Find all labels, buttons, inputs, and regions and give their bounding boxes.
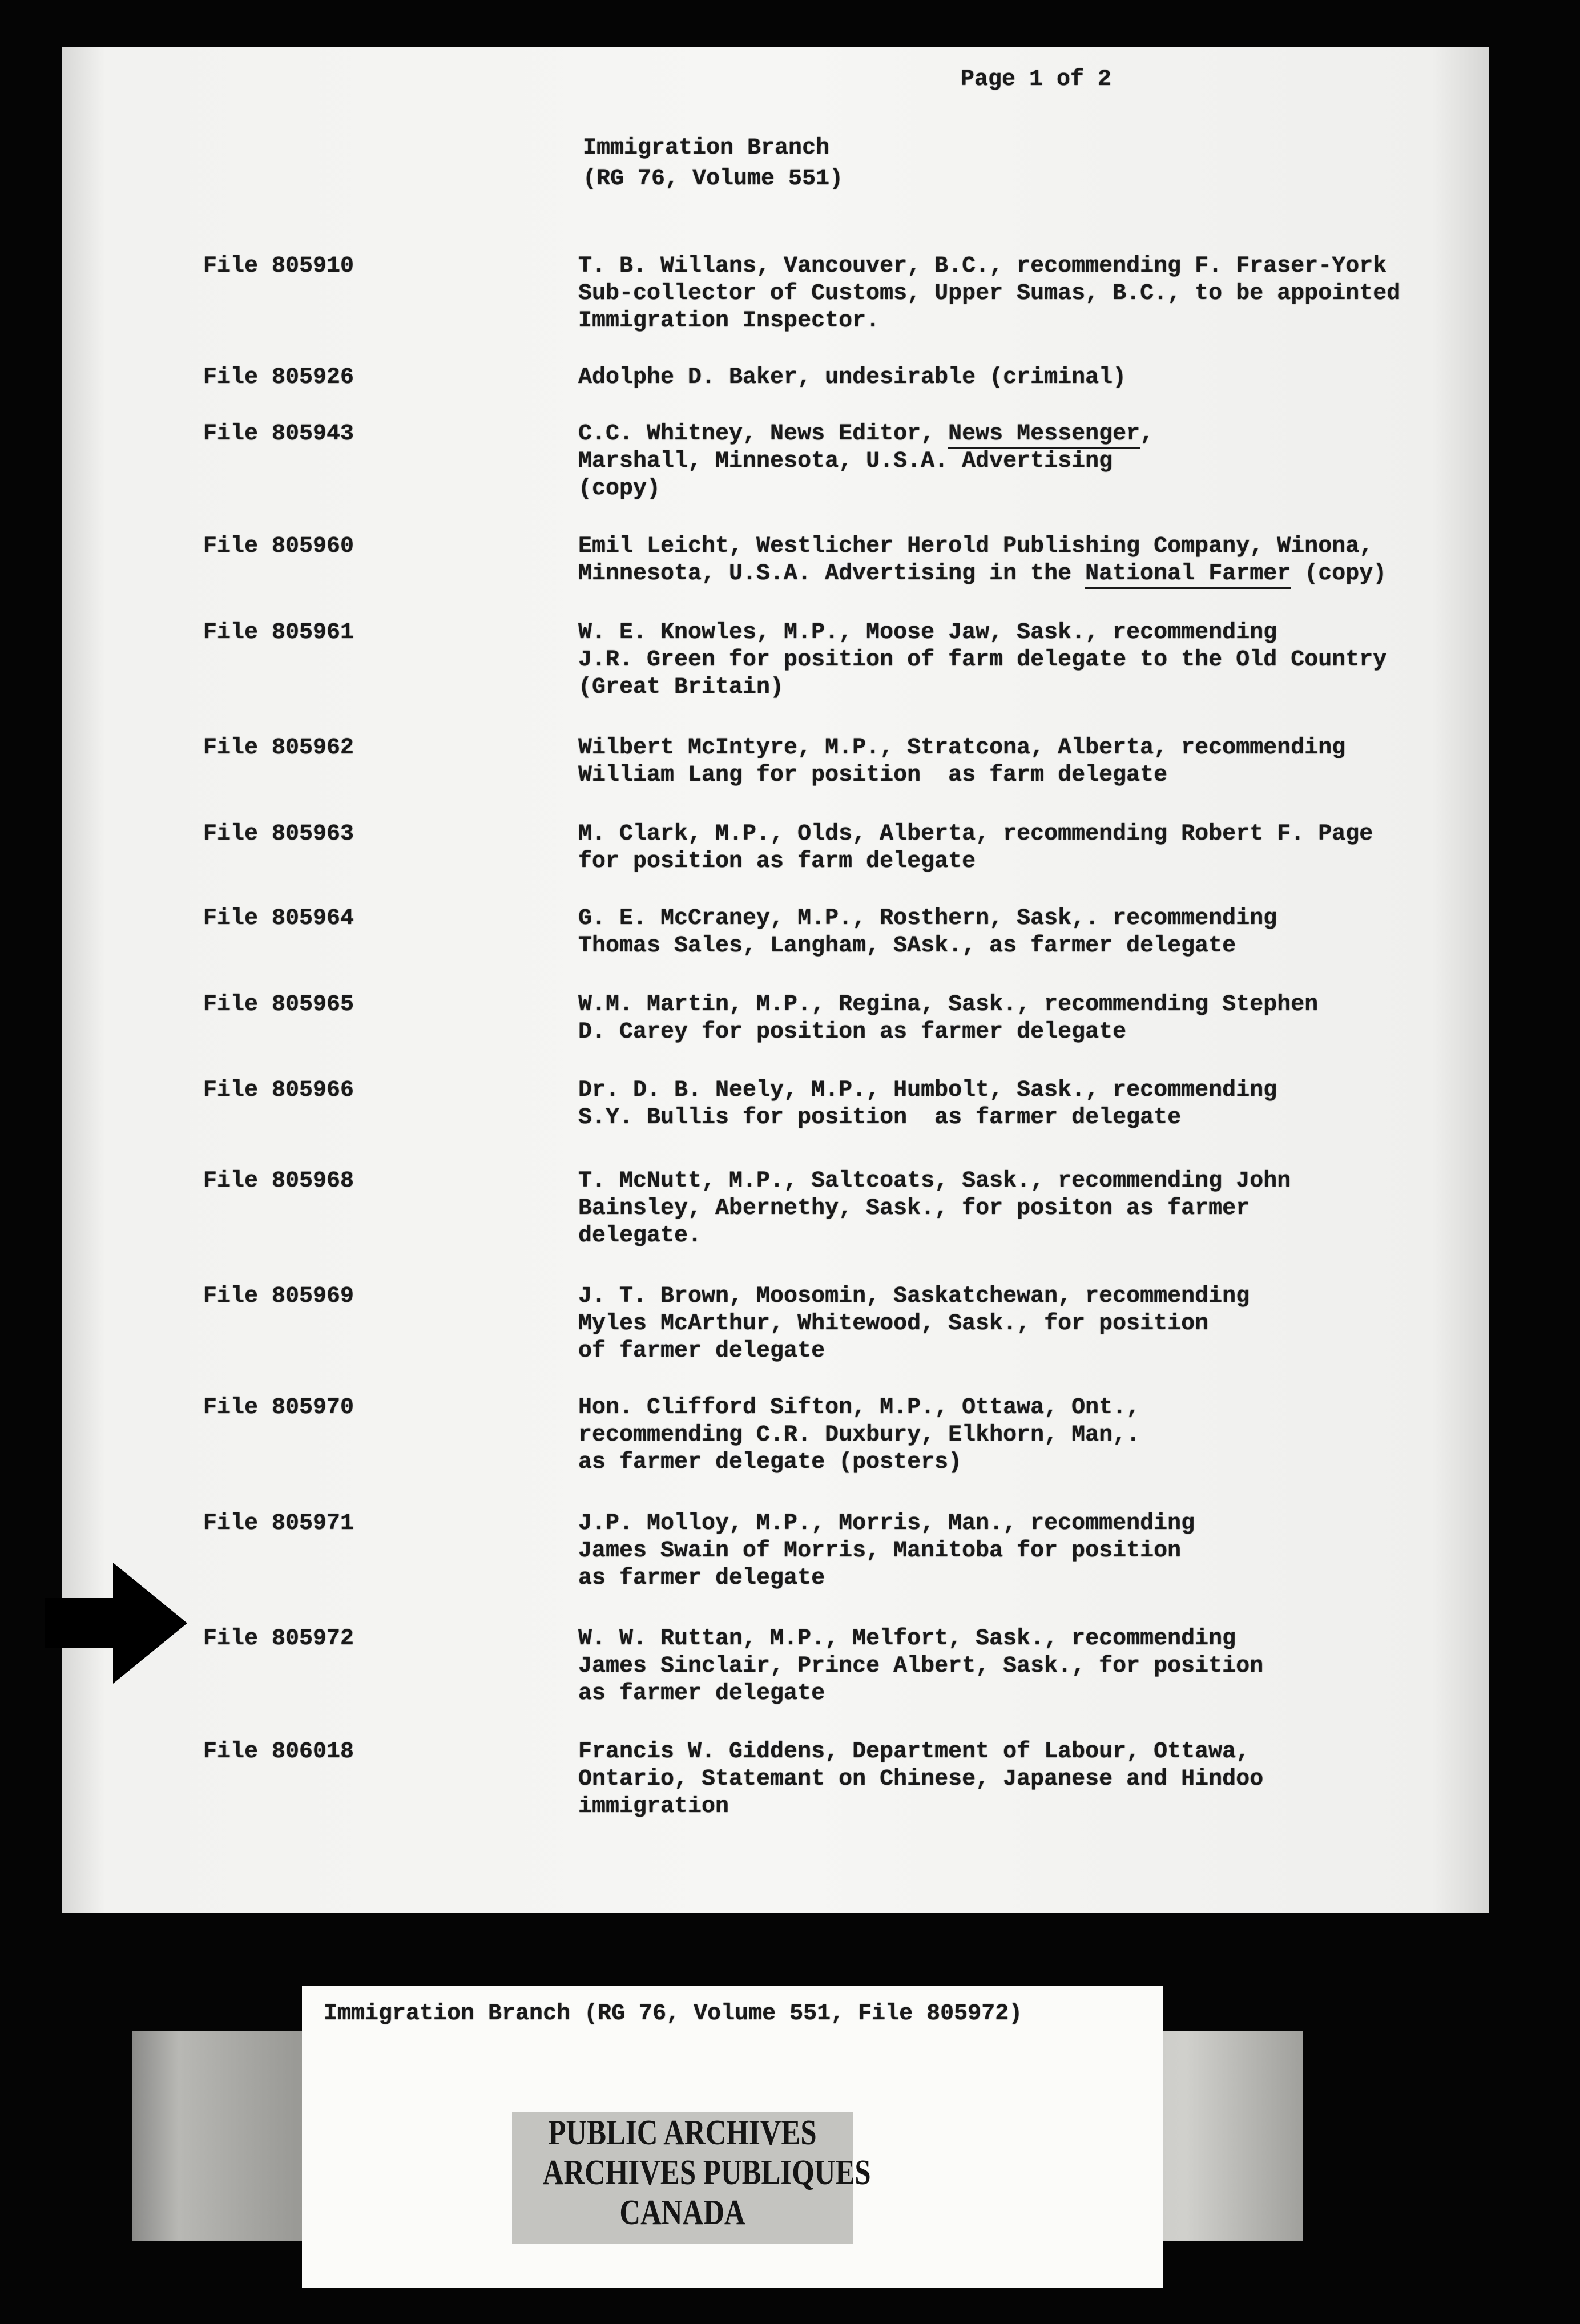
text-segment: Dr. D. B. Neely, M.P., Humbolt, Sask., recommending (578, 1078, 1277, 1103)
file-number: File 805971 (203, 1511, 354, 1536)
description-line (578, 1222, 1291, 1250)
text-segment: Francis W. Giddens, Department of Labour, Ottawa, (578, 1739, 1250, 1765)
text-segment: Emil Leicht, Westlicher Herold Publishing Company, Winona, (578, 534, 1373, 559)
text-segment: Immigration Inspector. (578, 308, 880, 334)
file-description (578, 1394, 1140, 1476)
description-line (578, 991, 1318, 1019)
text-segment: as farmer delegate (posters) (578, 1450, 962, 1475)
file-description (578, 1738, 1263, 1821)
stamp-line-3: CANADA (619, 2193, 745, 2232)
description-line (578, 1766, 1263, 1793)
text-segment: William Lang for position as farm delegate (578, 762, 1168, 788)
text-segment: Bainsley, Abernethy, Sask., for positon as farmer (578, 1196, 1250, 1221)
description-line (578, 1283, 1250, 1310)
file-number: File 805963 (203, 821, 354, 847)
text-segment: delegate. (578, 1223, 702, 1249)
file-description (578, 421, 1154, 503)
description-line (578, 1338, 1250, 1365)
text-segment: James Sinclair, Prince Albert, Sask., for position (578, 1653, 1264, 1679)
text-segment: recommending C.R. Duxbury, Elkhorn, Man,. (578, 1422, 1140, 1448)
file-number: File 805962 (203, 735, 354, 761)
file-number: File 805972 (203, 1626, 354, 1652)
text-segment: immigration (578, 1794, 729, 1819)
text-segment: as farmer delegate (578, 1566, 825, 1591)
description-line (578, 475, 1154, 503)
file-description (578, 619, 1386, 701)
description-line (578, 1538, 1195, 1565)
file-number: File 805910 (203, 253, 354, 279)
file-number: File 805968 (203, 1168, 354, 1194)
pointer-arrow-icon (45, 1563, 187, 1684)
description-line (578, 848, 1373, 875)
description-line (578, 933, 1277, 960)
stamp-line-1: PUBLIC ARCHIVES (548, 2113, 817, 2152)
description-line (578, 1625, 1263, 1653)
text-segment: J.R. Green for position of farm delegate to the Old Country (578, 647, 1387, 673)
text-segment: for position as farm delegate (578, 849, 976, 874)
description-line (578, 1104, 1277, 1132)
text-segment: G. E. McCraney, M.P., Rosthern, Sask,. recommending (578, 906, 1277, 931)
file-description (578, 1510, 1195, 1592)
description-line (578, 619, 1386, 647)
description-line (578, 1449, 1140, 1476)
document-subtitle: (RG 76, Volume 551) (583, 166, 844, 192)
file-description (578, 533, 1386, 588)
text-segment: D. Carey for position as farmer delegate (578, 1019, 1127, 1045)
description-line (578, 647, 1386, 674)
text-segment: (copy) (578, 476, 661, 502)
file-description (578, 364, 1126, 392)
text-segment: as farmer delegate (578, 1681, 825, 1706)
text-segment: T. McNutt, M.P., Saltcoats, Sask., recommending John (578, 1168, 1291, 1194)
file-number: File 806018 (203, 1739, 354, 1765)
text-segment: W. W. Ruttan, M.P., Melfort, Sask., recommending (578, 1626, 1236, 1652)
description-line (578, 1077, 1277, 1104)
file-number: File 805969 (203, 1284, 354, 1309)
description-line (578, 762, 1345, 789)
text-segment: Hon. Clifford Sifton, M.P., Ottawa, Ont., (578, 1395, 1140, 1421)
description-line (578, 821, 1373, 848)
description-line (578, 533, 1386, 560)
description-line (578, 1168, 1291, 1195)
description-line (578, 1422, 1140, 1449)
text-segment: (copy) (1291, 561, 1387, 587)
text-segment: S.Y. Bullis for position as farmer delegate (578, 1105, 1182, 1131)
description-line (578, 421, 1154, 448)
description-line (578, 1510, 1195, 1538)
file-number: File 805960 (203, 534, 354, 559)
text-segment: Minnesota, U.S.A. Advertising in the (578, 561, 1086, 587)
page-number: Page 1 of 2 (961, 67, 1112, 92)
underlined-title: News Messenger (948, 421, 1140, 449)
text-segment: J.P. Molloy, M.P., Morris, Man., recommending (578, 1511, 1195, 1536)
file-description (578, 253, 1400, 335)
description-line (578, 308, 1400, 335)
description-line (578, 280, 1400, 308)
text-segment: M. Clark, M.P., Olds, Alberta, recommending Robert F. Page (578, 821, 1373, 847)
description-line (578, 1394, 1140, 1422)
text-segment: Thomas Sales, Langham, SAsk., as farmer delegate (578, 933, 1236, 959)
description-line (578, 1310, 1250, 1338)
file-number: File 805965 (203, 992, 354, 1018)
file-description (578, 1077, 1277, 1132)
description-line (578, 253, 1400, 280)
file-description (578, 735, 1345, 789)
file-description (578, 905, 1277, 960)
film-label-text: Immigration Branch (RG 76, Volume 551, File 805972) (324, 2001, 1023, 2027)
file-description (578, 821, 1373, 875)
underlined-title: National Farmer (1085, 561, 1291, 589)
description-line (578, 448, 1154, 475)
description-line (578, 1565, 1195, 1592)
text-segment: Wilbert McIntyre, M.P., Stratcona, Alberta, recommending (578, 735, 1346, 761)
text-segment: Sub-collector of Customs, Upper Sumas, B.C., to be appointed (578, 281, 1401, 306)
description-line (578, 1680, 1263, 1708)
stamp-line-2: ARCHIVES PUBLIQUES (542, 2153, 871, 2192)
description-line (578, 1793, 1263, 1821)
text-segment: W.M. Martin, M.P., Regina, Sask., recommending Stephen (578, 992, 1319, 1018)
text-segment: Ontario, Statemant on Chinese, Japanese and Hindoo (578, 1766, 1264, 1792)
file-number: File 805961 (203, 620, 354, 645)
text-segment: of farmer delegate (578, 1338, 825, 1364)
text-segment: (Great Britain) (578, 675, 784, 700)
text-segment: C.C. Whitney, News Editor, (578, 421, 949, 447)
text-segment: James Swain of Morris, Manitoba for position (578, 1538, 1182, 1564)
description-line (578, 364, 1126, 392)
file-description (578, 1283, 1250, 1365)
document-title: Immigration Branch (583, 135, 830, 161)
description-line (578, 735, 1345, 762)
description-line (578, 1019, 1318, 1046)
file-number: File 805926 (203, 365, 354, 390)
description-line (578, 560, 1386, 588)
text-segment: , (1140, 421, 1154, 447)
description-line (578, 1738, 1263, 1766)
text-segment: T. B. Willans, Vancouver, B.C., recommending F. Fraser-York (578, 253, 1387, 279)
file-description (578, 991, 1318, 1046)
file-number: File 805964 (203, 906, 354, 931)
description-line (578, 1195, 1291, 1222)
description-line (578, 905, 1277, 933)
text-segment: J. T. Brown, Moosomin, Saskatchewan, recommending (578, 1284, 1250, 1309)
file-description (578, 1625, 1263, 1708)
description-line (578, 674, 1386, 701)
file-number: File 805943 (203, 421, 354, 447)
file-number: File 805966 (203, 1078, 354, 1103)
file-number: File 805970 (203, 1395, 354, 1421)
text-segment: Adolphe D. Baker, undesirable (criminal) (578, 365, 1127, 390)
text-segment: Myles McArthur, Whitewood, Sask., for position (578, 1311, 1209, 1337)
file-description (578, 1168, 1291, 1250)
text-segment: W. E. Knowles, M.P., Moose Jaw, Sask., recommending (578, 620, 1277, 645)
description-line (578, 1653, 1263, 1680)
text-segment: Marshall, Minnesota, U.S.A. Advertising (578, 449, 1113, 474)
